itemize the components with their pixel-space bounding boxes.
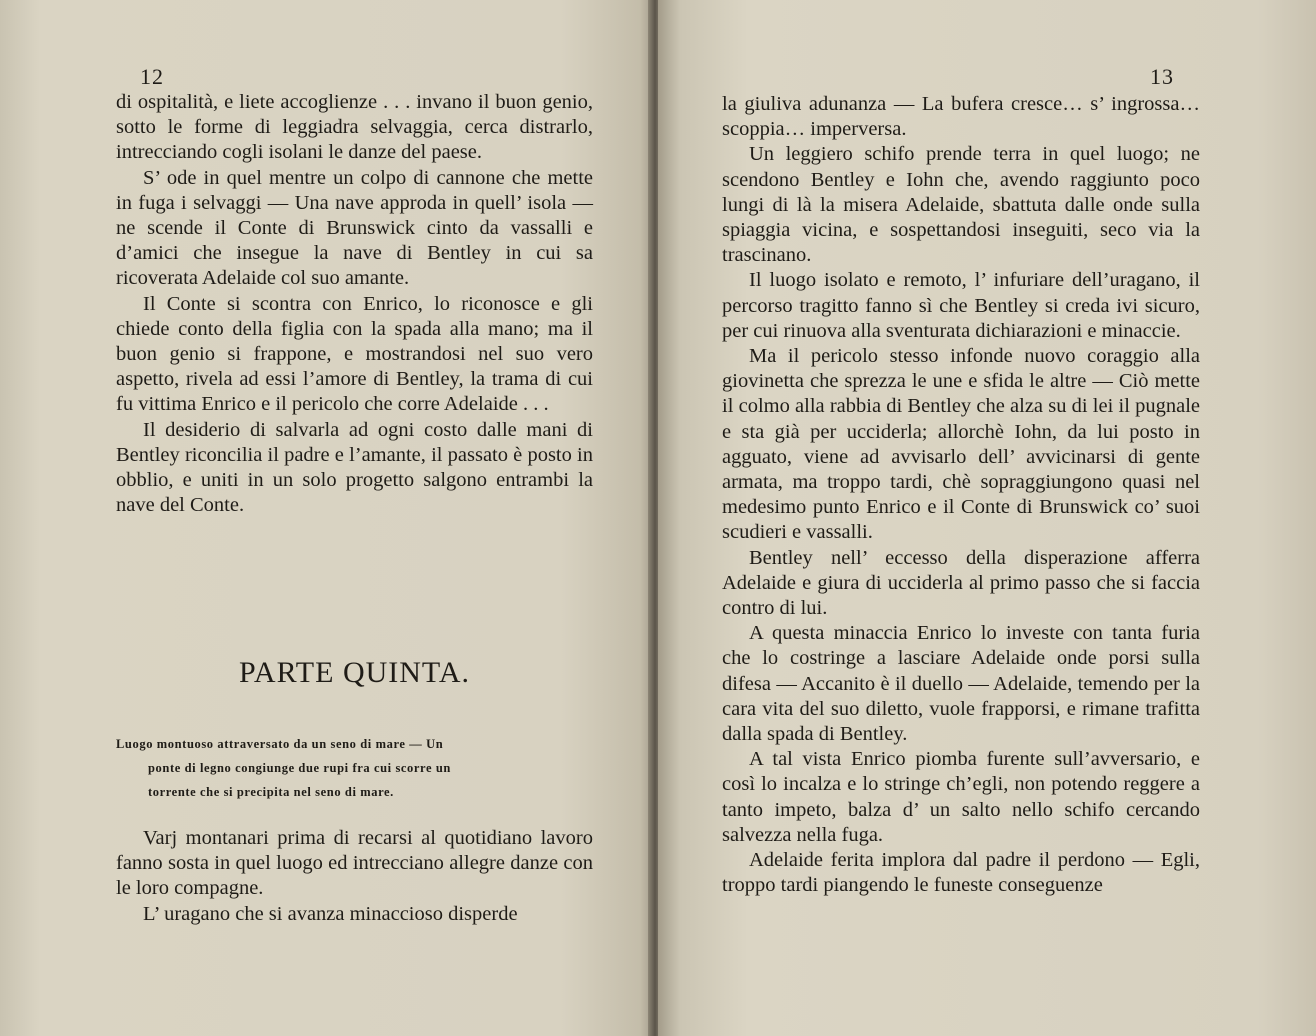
paragraph: Il luogo isolato e remoto, l’ infuriare dell’uragano, il percorso tragitto fanno sì che Bentley si creda ivi sicuro, per cui rinuova alla sventurata dichiarazioni e minaccie. [722, 269, 1200, 342]
left-page [0, 0, 656, 1036]
left-page-text [116, 90, 593, 518]
scene-description-line: ponte di legno congiunge due rupi fra cui scorre un [148, 761, 451, 775]
paragraph: Adelaide ferita implora dal padre il perdono — Egli, troppo tardi piangendo le funeste conseguenze [722, 849, 1200, 897]
paragraph: di ospitalità, e liete accoglienze . . . invano il buon genio, sotto le forme di leggiadra selvaggia, cerca distrarlo, intrecciando cogli isolani le danze del paese. [116, 91, 593, 164]
scene-text [116, 826, 593, 927]
page-number-left: 12 [140, 64, 164, 89]
paragraph: Il Conte si scontra con Enrico, lo riconosce e gli chiede conto della figlia con la spada alla mano; ma il buon genio si frappone, e mostrandosi nel suo vero aspetto, rivela ad essi l’amore di Bentley, la trama di cui fu vittima Enrico e il pericolo che corre Adelaide . . . [116, 292, 593, 416]
right-page [658, 0, 1316, 1036]
paragraph: Un leggiero schifo prende terra in quel luogo; ne scendono Bentley e Iohn che, avendo raggiunto poco lungi di là la misera Adelaide, sbattuta dalle onde sulla spiaggia vicina, e sospettandosi inseguiti, seco via la trascinano. [722, 143, 1200, 267]
paragraph: S’ ode in quel mentre un colpo di cannone che mette in fuga i selvaggi — Una nave approda in quell’ isola — ne scende il Conte di Brunswick cinto da vassalli e d’amici che insegue la nave di Bentley in cui sa ricoverata Adelaide col suo amante. [116, 166, 593, 290]
scene-description [116, 732, 593, 804]
paragraph: A tal vista Enrico piomba furente sull’avversario, e così lo incalza e lo stringe ch’egli, non potendo reggere a tanto impeto, balza d’ un salto nello schifo cercando salvezza nella fuga. [722, 748, 1200, 846]
paragraph: la giuliva adunanza — La bufera cresce… s’ ingrossa… scoppia… imperversa. [722, 93, 1200, 141]
scene-description-line: Luogo montuoso attraversato da un seno di mare — Un [116, 737, 444, 751]
paragraph: A questa minaccia Enrico lo investe con tanta furia che lo costringe a lasciare Adelaide onde porsi sulla difesa — Accanito è il duello — Adelaide, temendo per la cara vita del suo diletto, vuole frapporsi, e rimane trafitta dalla spada di Bentley. [722, 622, 1200, 746]
paragraph: Bentley nell’ eccesso della disperazione afferra Adelaide e giura di ucciderla al primo passo che si faccia contro di lui. [722, 546, 1200, 620]
scene-description-line: torrente che si precipita nel seno di mare. [148, 785, 394, 799]
page-number-right: 13 [1150, 64, 1174, 89]
paragraph: L’ uragano che si avanza minaccioso disperde [143, 902, 518, 925]
paragraph: Il desiderio di salvarla ad ogni costo dalle mani di Bentley riconcilia il padre e l’amante, il passato è posto in obblio, e uniti in un solo progetto salgono entrambi la nave del Conte. [116, 418, 593, 517]
paragraph: Ma il pericolo stesso infonde nuovo coraggio alla giovinetta che sprezza le une e sfida le altre — Ciò mette il colmo alla rabbia di Bentley che alza su di lei il pugnale e sta già per ucciderla; allorchè Iohn, da lui posto in agguato, viene ad avvisarlo dell’ avvicinarsi di gente armata, ma troppo tardi, chè sopraggiungono quasi nel medesimo punto Enrico e il Conte di Brunswick co’ suoi scudieri e vassalli. [722, 345, 1200, 544]
right-page-text [722, 92, 1200, 899]
paragraph: Varj montanari prima di recarsi al quotidiano lavoro fanno sosta in quel luogo ed intrecciano allegre danze con le loro compagne. [116, 827, 593, 900]
section-heading: PARTE QUINTA. [238, 656, 471, 689]
